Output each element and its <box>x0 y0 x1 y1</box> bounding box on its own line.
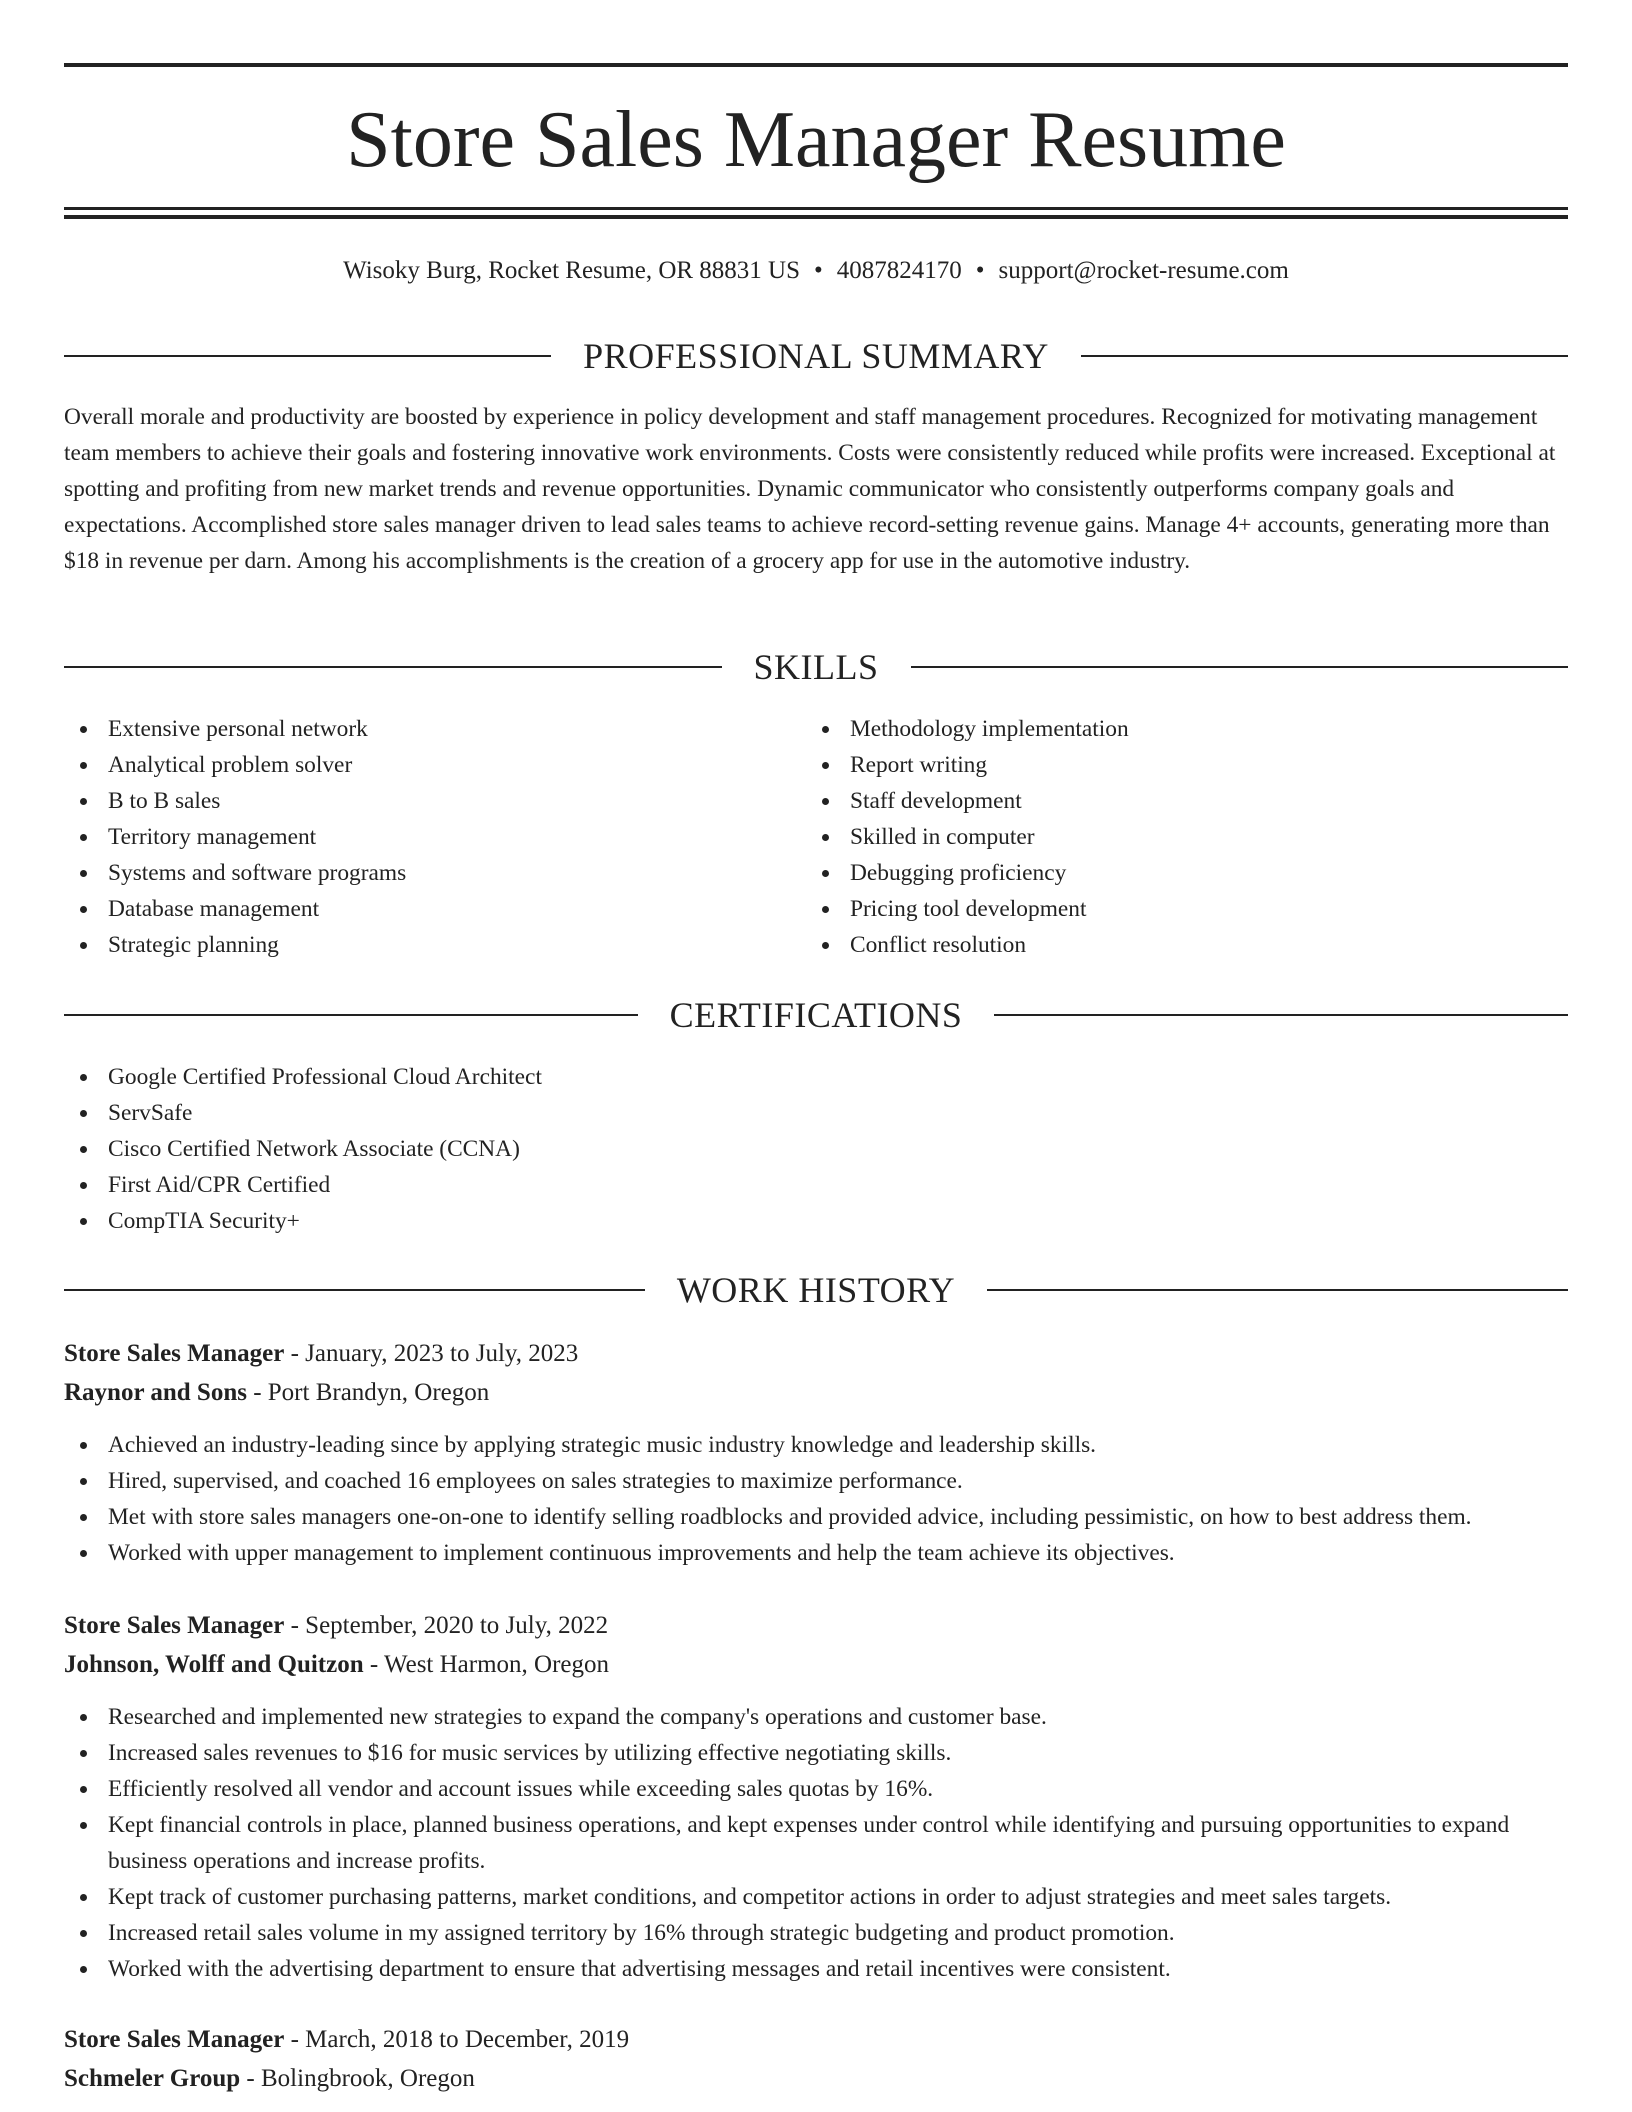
job-title-line <box>64 2020 1568 2060</box>
job-bullet: Increased retail sales volume in my assigned territory by 16% through strategic budgeting and product promotion. <box>64 1915 1568 1951</box>
job-title: Store Sales Manager <box>64 2026 285 2053</box>
contact-address: Wisoky Burg, Rocket Resume, OR 88831 US <box>343 257 801 284</box>
heading-line <box>64 355 551 357</box>
skills-list-right <box>806 711 1566 963</box>
skill-item: Territory management <box>64 819 764 855</box>
section-heading-summary <box>64 334 1568 378</box>
job-title-line <box>64 1334 1568 1374</box>
job-bullet: Kept track of customer purchasing patterns, market conditions, and competitor actions in order to adjust strategies and meet sales targets. <box>64 1879 1568 1915</box>
skill-item: Pricing tool development <box>806 891 1566 927</box>
skill-item: Methodology implementation <box>806 711 1566 747</box>
heading-line <box>64 1014 638 1016</box>
heading-line <box>911 666 1569 668</box>
job-dates: - March, 2018 to December, 2019 <box>284 2026 630 2053</box>
job-company: Raynor and Sons <box>64 1379 247 1406</box>
section-heading-work-history <box>64 1268 1568 1312</box>
job-bullet: Efficiently resolved all vendor and account issues while exceeding sales quotas by 16%. <box>64 1771 1568 1807</box>
job-bullet: Researched and implemented new strategies to expand the company's operations and customer base. <box>64 1699 1568 1735</box>
skill-item: Database management <box>64 891 764 927</box>
certification-item: Google Certified Professional Cloud Architect <box>64 1059 1568 1095</box>
contact-line <box>64 253 1568 289</box>
heading-label: SKILLS <box>753 647 879 687</box>
section-heading-certifications <box>64 993 1568 1037</box>
skill-item: Conflict resolution <box>806 927 1566 963</box>
heading-label: CERTIFICATIONS <box>669 995 963 1035</box>
certifications-list <box>64 1059 1568 1239</box>
job-company-line <box>64 1373 1568 1413</box>
job-bullets <box>64 1427 1568 1571</box>
job-bullet: Worked with the advertising department to ensure that advertising messages and retail incentives were consistent. <box>64 1951 1568 1987</box>
certification-item: First Aid/CPR Certified <box>64 1167 1568 1203</box>
job-bullet: Worked with upper management to implement continuous improvements and help the team achieve its objectives. <box>64 1535 1568 1571</box>
job-company: Schmeler Group <box>64 2065 241 2092</box>
job-title: Store Sales Manager <box>64 1612 285 1639</box>
job-bullets <box>64 1699 1568 1987</box>
job-location: - West Harmon, Oregon <box>363 1651 610 1678</box>
job-bullet: Kept financial controls in place, planned business operations, and kept expenses under control while identifying and pursuing opportunities to expand business operations and increase profits. <box>64 1807 1568 1879</box>
skill-item: B to B sales <box>64 783 764 819</box>
certification-item: CompTIA Security+ <box>64 1203 1568 1239</box>
contact-separator: • <box>975 257 985 284</box>
job-company-line <box>64 2059 1568 2099</box>
skills-list-left <box>64 711 764 963</box>
job-location: - Bolingbrook, Oregon <box>240 2065 475 2092</box>
resume-title: Store Sales Manager Resume <box>346 96 1286 184</box>
skill-item: Debugging proficiency <box>806 855 1566 891</box>
skill-item: Skilled in computer <box>806 819 1566 855</box>
contact-separator: • <box>814 257 823 284</box>
heading-line <box>994 1014 1568 1016</box>
skill-item: Extensive personal network <box>64 711 764 747</box>
heading-line <box>1081 355 1568 357</box>
job-dates: - September, 2020 to July, 2022 <box>284 1612 609 1639</box>
summary-text: Overall morale and productivity are boosted by experience in policy development and staff management procedures. Recognized for motivating management team members to achieve their goals and fostering innovative work environments. Costs were consistently reduced while profits were increased. Exceptional at spotting and profiting from new market trends and revenue opportunities. Dynamic communicator who consistently outperforms company goals and expectations. Accomplished store sales manager driven to lead sales teams to achieve record-setting revenue gains. Manage 4+ accounts, generating more than $18 in revenue per darn. Among his accomplishments is the creation of a grocery app for use in the automotive industry. <box>64 404 1556 574</box>
job-dates: - January, 2023 to July, 2023 <box>284 1340 579 1367</box>
certification-item: ServSafe <box>64 1095 1568 1131</box>
job-bullet: Achieved an industry-leading since by applying strategic music industry knowledge and leadership skills. <box>64 1427 1568 1463</box>
contact-phone: 4087824170 <box>836 257 962 284</box>
skill-item: Staff development <box>806 783 1566 819</box>
job-bullet: Met with store sales managers one-on-one to identify selling roadblocks and provided advice, including pessimistic, on how to best address them. <box>64 1499 1568 1535</box>
heading-line <box>987 1289 1568 1291</box>
job-company: Johnson, Wolff and Quitzon <box>64 1651 364 1678</box>
header-rule-2 <box>64 215 1568 219</box>
heading-label: WORK HISTORY <box>676 1270 956 1310</box>
skill-item: Analytical problem solver <box>64 747 764 783</box>
job-company-line <box>64 1645 1568 1685</box>
contact-email: support@rocket-resume.com <box>998 257 1289 284</box>
header-top-rule <box>64 63 1568 67</box>
job-bullet: Increased sales revenues to $16 for music services by utilizing effective negotiating skills. <box>64 1735 1568 1771</box>
skill-item: Strategic planning <box>64 927 764 963</box>
skill-item: Systems and software programs <box>64 855 764 891</box>
heading-line <box>64 666 722 668</box>
heading-line <box>64 1289 645 1291</box>
job-title-line <box>64 1606 1568 1646</box>
job-title: Store Sales Manager <box>64 1340 285 1367</box>
section-heading-skills <box>64 645 1568 689</box>
job-bullet: Hired, supervised, and coached 16 employees on sales strategies to maximize performance. <box>64 1463 1568 1499</box>
certification-item: Cisco Certified Network Associate (CCNA) <box>64 1131 1568 1167</box>
skill-item: Report writing <box>806 747 1566 783</box>
heading-label: PROFESSIONAL SUMMARY <box>583 336 1049 376</box>
header-rule-1 <box>64 207 1568 210</box>
job-location: - Port Brandyn, Oregon <box>246 1379 490 1406</box>
